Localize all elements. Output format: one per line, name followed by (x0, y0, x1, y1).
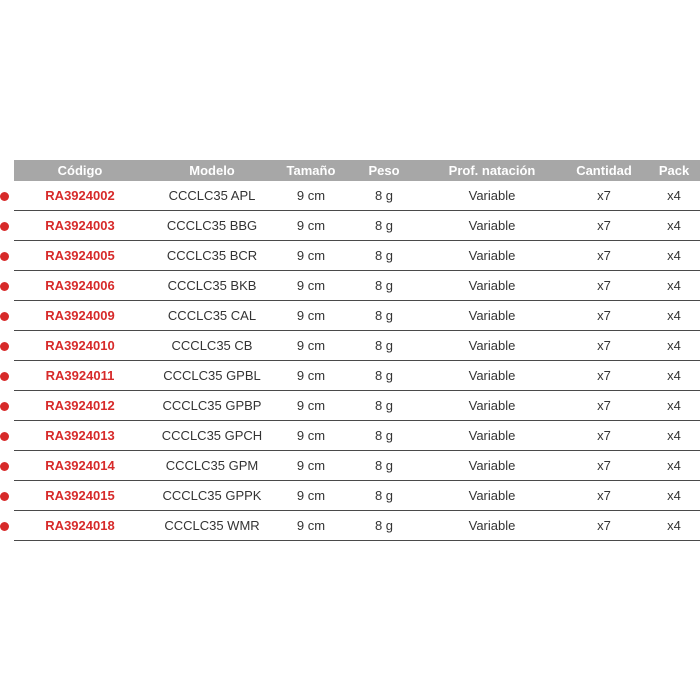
cell-cantidad: x7 (560, 361, 648, 391)
table-row (14, 361, 700, 391)
product-code: RA3924015 (45, 488, 115, 503)
cell-peso: 8 g (344, 481, 424, 511)
header-modelo: Modelo (146, 160, 278, 181)
cell-tamano: 9 cm (278, 301, 344, 331)
cell-peso: 8 g (344, 361, 424, 391)
cell-codigo (14, 451, 146, 481)
cell-pack: x4 (648, 361, 700, 391)
cell-cantidad: x7 (560, 331, 648, 361)
cell-pack: x4 (648, 451, 700, 481)
cell-peso: 8 g (344, 511, 424, 541)
product-code: RA3924013 (45, 428, 115, 443)
red-bullet-icon (0, 522, 9, 531)
cell-codigo (14, 181, 146, 211)
cell-prof-natacion: Variable (424, 181, 560, 211)
cell-modelo: CCCLC35 GPCH (146, 421, 278, 451)
cell-codigo (14, 211, 146, 241)
header-row (14, 160, 700, 181)
cell-prof-natacion: Variable (424, 271, 560, 301)
cell-prof-natacion: Variable (424, 301, 560, 331)
cell-tamano: 9 cm (278, 511, 344, 541)
cell-cantidad: x7 (560, 271, 648, 301)
product-code: RA3924003 (45, 218, 115, 233)
cell-tamano: 9 cm (278, 241, 344, 271)
cell-cantidad: x7 (560, 481, 648, 511)
product-code: RA3924012 (45, 398, 115, 413)
table-row (14, 301, 700, 331)
red-bullet-icon (0, 372, 9, 381)
cell-codigo (14, 331, 146, 361)
cell-prof-natacion: Variable (424, 391, 560, 421)
cell-codigo (14, 511, 146, 541)
cell-cantidad: x7 (560, 301, 648, 331)
product-code: RA3924005 (45, 248, 115, 263)
red-bullet-icon (0, 312, 9, 321)
product-code: RA3924018 (45, 518, 115, 533)
table-row (14, 211, 700, 241)
table-row (14, 241, 700, 271)
table-row (14, 181, 700, 211)
cell-modelo: CCCLC35 GPBP (146, 391, 278, 421)
cell-pack: x4 (648, 481, 700, 511)
cell-modelo: CCCLC35 WMR (146, 511, 278, 541)
cell-prof-natacion: Variable (424, 241, 560, 271)
cell-modelo: CCCLC35 CAL (146, 301, 278, 331)
cell-modelo: CCCLC35 BCR (146, 241, 278, 271)
cell-pack: x4 (648, 331, 700, 361)
cell-tamano: 9 cm (278, 271, 344, 301)
cell-peso: 8 g (344, 421, 424, 451)
cell-cantidad: x7 (560, 421, 648, 451)
cell-prof-natacion: Variable (424, 331, 560, 361)
cell-modelo: CCCLC35 GPBL (146, 361, 278, 391)
cell-pack: x4 (648, 271, 700, 301)
header-tamano: Tamaño (278, 160, 344, 181)
cell-cantidad: x7 (560, 451, 648, 481)
cell-codigo (14, 271, 146, 301)
cell-peso: 8 g (344, 451, 424, 481)
product-code: RA3924009 (45, 308, 115, 323)
cell-modelo: CCCLC35 BBG (146, 211, 278, 241)
red-bullet-icon (0, 252, 9, 261)
cell-peso: 8 g (344, 301, 424, 331)
product-code: RA3924002 (45, 188, 115, 203)
table-row (14, 421, 700, 451)
cell-tamano: 9 cm (278, 391, 344, 421)
cell-pack: x4 (648, 181, 700, 211)
cell-codigo (14, 301, 146, 331)
cell-peso: 8 g (344, 271, 424, 301)
cell-tamano: 9 cm (278, 331, 344, 361)
cell-prof-natacion: Variable (424, 361, 560, 391)
cell-pack: x4 (648, 241, 700, 271)
cell-modelo: CCCLC35 BKB (146, 271, 278, 301)
cell-cantidad: x7 (560, 211, 648, 241)
cell-prof-natacion: Variable (424, 511, 560, 541)
header-prof-natacion: Prof. natación (424, 160, 560, 181)
cell-peso: 8 g (344, 241, 424, 271)
cell-codigo (14, 421, 146, 451)
header-peso: Peso (344, 160, 424, 181)
table-row (14, 331, 700, 361)
cell-modelo: CCCLC35 GPM (146, 451, 278, 481)
cell-prof-natacion: Variable (424, 421, 560, 451)
cell-modelo: CCCLC35 GPPK (146, 481, 278, 511)
product-code: RA3924011 (45, 368, 115, 383)
red-bullet-icon (0, 492, 9, 501)
red-bullet-icon (0, 222, 9, 231)
header-codigo: Código (14, 160, 146, 181)
table-row (14, 271, 700, 301)
red-bullet-icon (0, 402, 9, 411)
cell-cantidad: x7 (560, 511, 648, 541)
cell-cantidad: x7 (560, 241, 648, 271)
product-table-container (0, 160, 700, 541)
product-code: RA3924006 (45, 278, 115, 293)
product-table (14, 160, 700, 541)
cell-tamano: 9 cm (278, 211, 344, 241)
cell-prof-natacion: Variable (424, 481, 560, 511)
cell-pack: x4 (648, 511, 700, 541)
red-bullet-icon (0, 192, 9, 201)
cell-peso: 8 g (344, 211, 424, 241)
header-cantidad: Cantidad (560, 160, 648, 181)
cell-cantidad: x7 (560, 391, 648, 421)
red-bullet-icon (0, 282, 9, 291)
cell-tamano: 9 cm (278, 361, 344, 391)
red-bullet-icon (0, 342, 9, 351)
cell-modelo: CCCLC35 APL (146, 181, 278, 211)
cell-peso: 8 g (344, 391, 424, 421)
table-row (14, 451, 700, 481)
cell-tamano: 9 cm (278, 481, 344, 511)
cell-cantidad: x7 (560, 181, 648, 211)
cell-tamano: 9 cm (278, 421, 344, 451)
product-code: RA3924014 (45, 458, 115, 473)
red-bullet-icon (0, 462, 9, 471)
cell-pack: x4 (648, 391, 700, 421)
table-body (14, 181, 700, 541)
cell-peso: 8 g (344, 331, 424, 361)
cell-codigo (14, 361, 146, 391)
red-bullet-icon (0, 432, 9, 441)
cell-prof-natacion: Variable (424, 451, 560, 481)
cell-codigo (14, 481, 146, 511)
cell-tamano: 9 cm (278, 451, 344, 481)
cell-codigo (14, 391, 146, 421)
cell-pack: x4 (648, 211, 700, 241)
cell-pack: x4 (648, 301, 700, 331)
header-pack: Pack (648, 160, 700, 181)
cell-peso: 8 g (344, 181, 424, 211)
cell-pack: x4 (648, 421, 700, 451)
table-header (14, 160, 700, 181)
cell-codigo (14, 241, 146, 271)
table-row (14, 481, 700, 511)
cell-modelo: CCCLC35 CB (146, 331, 278, 361)
table-row (14, 391, 700, 421)
product-code: RA3924010 (45, 338, 115, 353)
cell-prof-natacion: Variable (424, 211, 560, 241)
cell-tamano: 9 cm (278, 181, 344, 211)
table-row (14, 511, 700, 541)
